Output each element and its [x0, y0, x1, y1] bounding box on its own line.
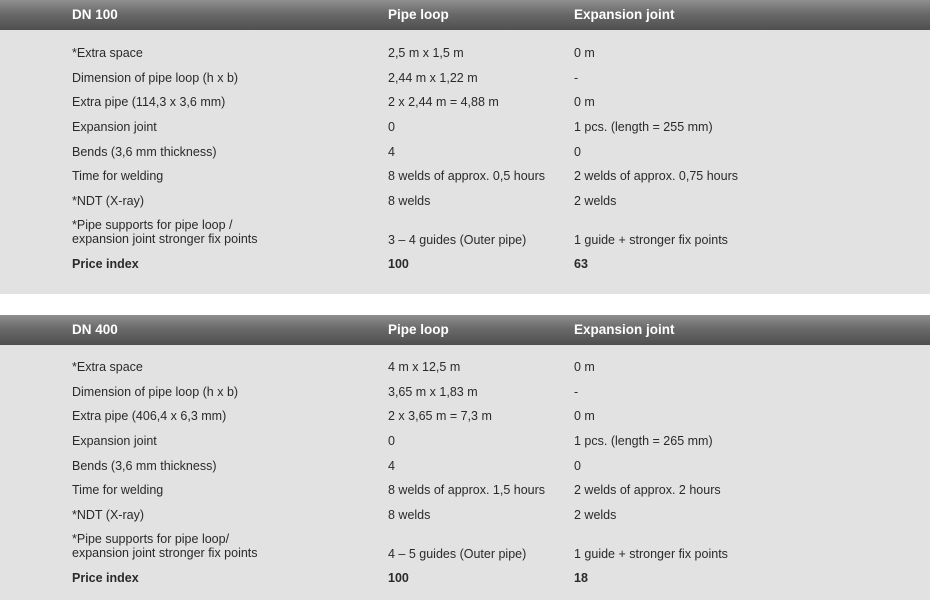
row-label-line-1: *Pipe supports for pipe loop /: [72, 218, 233, 232]
expansion-joint-value: 2 welds: [574, 194, 617, 208]
header-pipe-loop: Pipe loop: [388, 7, 449, 22]
pipe-loop-value: 8 welds of approx. 1,5 hours: [388, 483, 546, 497]
expansion-joint-value: 1 pcs. (length = 265 mm): [574, 434, 713, 448]
row-label-line-2: expansion joint stronger fix points: [72, 546, 258, 560]
pipe-loop-value: 8 welds: [388, 508, 431, 522]
row-label-line-1: *Pipe supports for pipe loop/: [72, 532, 230, 546]
table-row: [0, 169, 930, 189]
table-row: [0, 145, 930, 165]
row-label: Time for welding: [72, 169, 164, 183]
expansion-joint-value: 2 welds: [574, 508, 617, 522]
row-label: *NDT (X-ray): [72, 194, 144, 208]
row-label: Price index: [72, 571, 139, 585]
comparison-table-dn100: [0, 0, 930, 294]
expansion-joint-value: 0 m: [574, 409, 595, 423]
row-label-multiline: [72, 218, 258, 246]
pipe-loop-value: 2,5 m x 1,5 m: [388, 46, 464, 60]
table-row-price-index: [0, 571, 930, 591]
row-label: Extra pipe (114,3 x 3,6 mm): [72, 95, 226, 109]
expansion-joint-value: 0 m: [574, 46, 595, 60]
header-title: DN 100: [72, 7, 118, 22]
expansion-joint-value: 0: [574, 145, 581, 159]
expansion-joint-value: 2 welds of approx. 0,75 hours: [574, 169, 738, 183]
header-title: DN 400: [72, 322, 118, 337]
expansion-joint-value: 1 guide + stronger fix points: [574, 547, 728, 561]
expansion-joint-value: 2 welds of approx. 2 hours: [574, 483, 721, 497]
expansion-joint-value: -: [574, 385, 579, 399]
header-expansion-joint: Expansion joint: [574, 322, 675, 337]
comparison-table-dn400: [0, 315, 930, 600]
table-row: [0, 95, 930, 115]
expansion-joint-value: 18: [574, 571, 588, 585]
expansion-joint-value: 1 pcs. (length = 255 mm): [574, 120, 713, 134]
table-row: [0, 360, 930, 380]
pipe-loop-value: 0: [388, 434, 395, 448]
row-label: Dimension of pipe loop (h x b): [72, 71, 239, 85]
table-row: [0, 46, 930, 66]
row-label: *Extra space: [72, 360, 143, 374]
row-label: Price index: [72, 257, 139, 271]
table-row: [0, 194, 930, 214]
pipe-loop-value: 3 – 4 guides (Outer pipe): [388, 233, 527, 247]
expansion-joint-value: 1 guide + stronger fix points: [574, 233, 728, 247]
row-label: Expansion joint: [72, 120, 157, 134]
header-pipe-loop: Pipe loop: [388, 322, 449, 337]
expansion-joint-value: 0: [574, 459, 581, 473]
pipe-loop-value: 2,44 m x 1,22 m: [388, 71, 478, 85]
expansion-joint-value: 63: [574, 257, 588, 271]
pipe-loop-value: 4: [388, 145, 395, 159]
header-expansion-joint: Expansion joint: [574, 7, 675, 22]
pipe-loop-value: 3,65 m x 1,83 m: [388, 385, 478, 399]
expansion-joint-value: 0 m: [574, 360, 595, 374]
pipe-loop-value: 100: [388, 571, 409, 585]
pipe-loop-value: 2 x 3,65 m = 7,3 m: [388, 409, 492, 423]
row-label-line-2: expansion joint stronger fix points: [72, 232, 258, 246]
pipe-loop-value: 0: [388, 120, 395, 134]
pipe-loop-value: 8 welds: [388, 194, 431, 208]
table-row: [0, 434, 930, 454]
row-label: Expansion joint: [72, 434, 157, 448]
table-row: [0, 71, 930, 91]
table-row: [0, 218, 930, 252]
row-label: Dimension of pipe loop (h x b): [72, 385, 239, 399]
row-label-multiline: [72, 532, 258, 560]
table-row: [0, 385, 930, 405]
pipe-loop-value: 4 – 5 guides (Outer pipe): [388, 547, 527, 561]
expansion-joint-value: 0 m: [574, 95, 595, 109]
table-row: [0, 120, 930, 140]
pipe-loop-value: 4 m x 12,5 m: [388, 360, 461, 374]
pipe-loop-value: 4: [388, 459, 395, 473]
table-row: [0, 508, 930, 528]
row-label: *NDT (X-ray): [72, 508, 144, 522]
table-row: [0, 483, 930, 503]
expansion-joint-value: -: [574, 71, 579, 85]
row-label: Extra pipe (406,4 x 6,3 mm): [72, 409, 227, 423]
table-row: [0, 409, 930, 429]
pipe-loop-value: 100: [388, 257, 409, 271]
row-label: Bends (3,6 mm thickness): [72, 145, 217, 159]
pipe-loop-value: 8 welds of approx. 0,5 hours: [388, 169, 546, 183]
table-row: [0, 459, 930, 479]
row-label: Bends (3,6 mm thickness): [72, 459, 217, 473]
row-label: *Extra space: [72, 46, 143, 60]
table-row: [0, 532, 930, 566]
row-label: Time for welding: [72, 483, 164, 497]
table-header: [0, 315, 930, 345]
table-row-price-index: [0, 257, 930, 277]
table-header: [0, 0, 930, 30]
pipe-loop-value: 2 x 2,44 m = 4,88 m: [388, 95, 499, 109]
